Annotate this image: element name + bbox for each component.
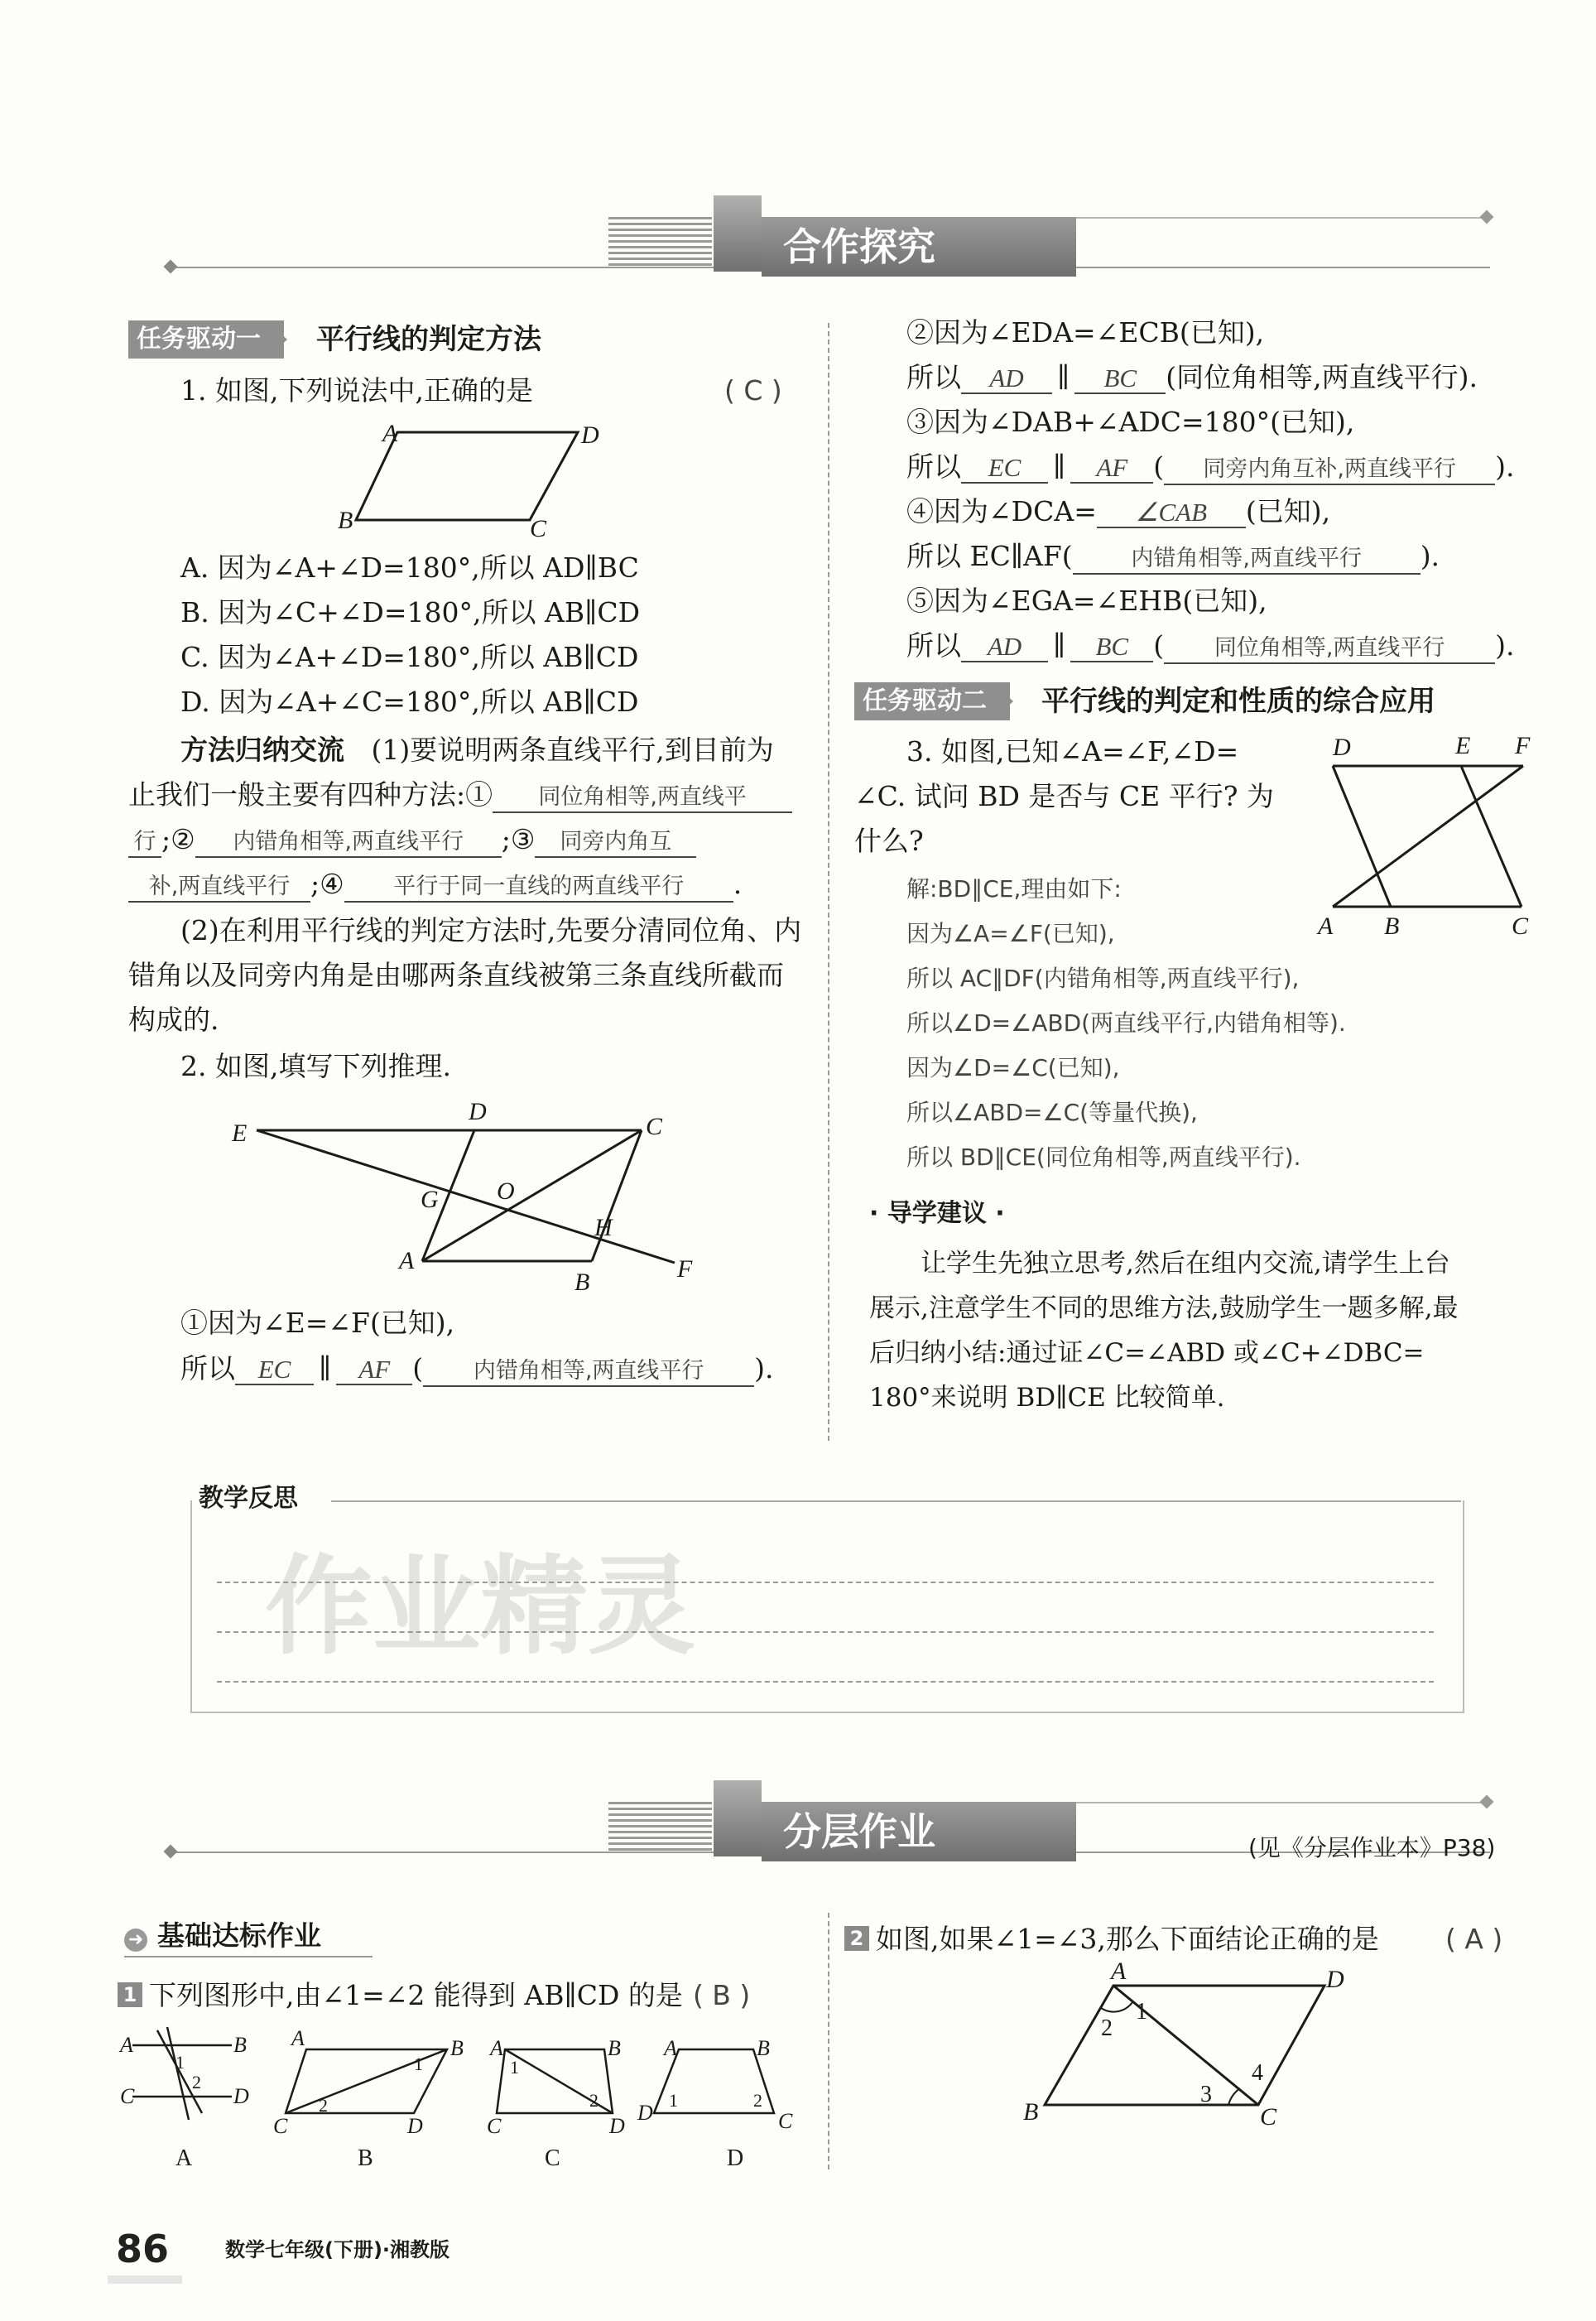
svg-text:1: 1: [175, 2052, 185, 2073]
hw-rule-right: [1043, 1802, 1490, 1803]
svg-text:2: 2: [589, 2090, 598, 2111]
q2-s4-given: [906, 495, 1330, 528]
hw-q1-text: 下列图形中,由∠1=∠2 能得到 AB∥CD 的是: [149, 1979, 683, 2011]
arrow-icon: ➜: [124, 1929, 147, 1952]
q3-solution-5: 所以∠ABD=∠C(等量代换),: [906, 1099, 1198, 1126]
section-banner-hezuotanjiu: [762, 217, 1076, 277]
watermark: 作业精灵: [265, 1543, 696, 1669]
blank-method-1-cont: 行: [128, 828, 161, 858]
blank-method-4: 平行于同一直线的两直线平行: [344, 873, 733, 903]
method-title: 方法归纳交流: [180, 734, 344, 766]
svg-text:B: B: [608, 2036, 621, 2060]
parallel-sign: ∥: [1057, 361, 1070, 393]
hw-q2-label-c: C: [1260, 2103, 1277, 2128]
blank-method-3-cont: 补,两直线平行: [128, 873, 310, 903]
hw-q1-fig-b: [273, 2026, 464, 2171]
q3-solution-4: 因为∠D=∠C(已知),: [906, 1054, 1120, 1081]
svg-text:B: B: [450, 2036, 464, 2060]
blank-s5-3: 同位角相等,两直线平行: [1164, 634, 1495, 664]
blank-s1-1: EC: [235, 1356, 314, 1385]
s3-end: ).: [1495, 450, 1515, 483]
hw-big-letter: [714, 1780, 762, 1856]
hw-column-divider: [828, 1913, 829, 2169]
q2-label-f: F: [677, 1255, 693, 1283]
hw-ref: (见《分层作业本》P38): [1248, 1834, 1496, 1861]
q3-stem-l1: 3. 如图,已知∠A=∠F,∠D=: [906, 735, 1239, 768]
page-number-underbar: [108, 2275, 182, 2284]
q2-s1-so: 所以 EC ∥ AF ( 内错角相等,两直线平行 ).: [180, 1352, 774, 1387]
q2-figure: [224, 1093, 712, 1300]
svg-text:A: A: [120, 2033, 133, 2057]
q2-s2-given: ②因为∠EDA=∠ECB(已知),: [906, 316, 1265, 349]
hw-section-underline: [124, 1956, 373, 1957]
blank-s2-1: AD: [961, 364, 1052, 394]
method-line-4: [128, 868, 742, 903]
reflection-title: 教学反思: [199, 1484, 298, 1513]
hw-q2-angle-2: 2: [1101, 2015, 1113, 2041]
q3-line-ec: [1461, 766, 1521, 907]
hw-q2-num: 2: [844, 1926, 869, 1951]
q3-stem-l3: 什么?: [854, 825, 924, 857]
q2-s5-so: 所以 AD ∥ BC ( 同位角相等,两直线平行 ).: [906, 629, 1515, 664]
q1-label-a: A: [382, 420, 398, 447]
parallel-sign: ∥: [1053, 450, 1066, 483]
s5-end: ).: [1495, 629, 1515, 662]
svg-text:C: C: [487, 2114, 502, 2138]
blank-s3-3: 同旁内角互补,两直线平行: [1164, 455, 1495, 485]
svg-text:A: A: [175, 2145, 193, 2171]
method-p1f: .: [733, 868, 743, 900]
so-text: 所以 EC∥AF(: [906, 540, 1073, 572]
q1-option-c: C. 因为∠A+∠D=180°,所以 AB∥CD: [180, 641, 639, 673]
header-big-letter: [714, 195, 762, 272]
page-number: 86: [116, 2227, 170, 2271]
so-text: 所以: [906, 450, 961, 483]
method-p1c: ;②: [161, 823, 195, 855]
banner-title: 合作探究: [783, 224, 935, 269]
q2-label-h: H: [594, 1214, 613, 1241]
svg-text:B: B: [233, 2033, 247, 2057]
q3-solution-6: 所以 BD∥CE(同位角相等,两直线平行).: [906, 1144, 1301, 1171]
q2-line-bc: [592, 1130, 642, 1261]
q1-option-d: D. 因为∠A+∠C=180°,所以 AB∥CD: [180, 686, 639, 718]
blank-s1-2: AF: [336, 1356, 412, 1385]
q3-label-d: D: [1333, 734, 1351, 761]
method-p1e: ;④: [310, 868, 344, 900]
hw-q2-angle-4: 4: [1252, 2060, 1263, 2086]
hw-q2-label-d: D: [1326, 1966, 1344, 1993]
hw-q1-fig-c: [487, 2036, 625, 2171]
hw-q2-figure: [1018, 1962, 1366, 2128]
blank-s1-3: 内错角相等,两直线平行: [423, 1357, 754, 1387]
parallel-sign: ∥: [319, 1352, 332, 1384]
guide-line-2: 后归纳小结:通过证∠C=∠ABD 或∠C+∠DBC=: [869, 1338, 1425, 1368]
svg-text:D: D: [233, 2084, 249, 2108]
q3-label-b: B: [1384, 913, 1400, 940]
svg-text:2: 2: [192, 2072, 201, 2092]
svg-text:D: D: [637, 2101, 653, 2125]
svg-text:B: B: [358, 2145, 373, 2171]
q3-label-e: E: [1455, 732, 1471, 759]
svg-text:2: 2: [319, 2095, 328, 2116]
svg-text:A: A: [291, 2026, 305, 2050]
hw-rule-dot-left: [164, 1845, 178, 1859]
hw-q1-stem: [118, 1979, 750, 2012]
q1-figure: [331, 414, 613, 547]
section-banner-fencengzuoye: [762, 1802, 1076, 1861]
q2-s5-given: ⑤因为∠EGA=∠EHB(已知),: [906, 585, 1267, 617]
q3-stem-l2: ∠C. 试问 BD 是否与 CE 平行? 为: [854, 780, 1274, 812]
svg-text:A: A: [664, 2036, 677, 2060]
q3-label-c: C: [1512, 913, 1529, 940]
so-text: 所以: [180, 1352, 235, 1384]
q2-label-o: O: [497, 1177, 515, 1205]
blank-s5-1: AD: [961, 633, 1048, 662]
task1-tag: 任务驱动一: [128, 320, 284, 359]
q1-answer: ( C ): [724, 374, 782, 407]
hw-stripes: [608, 1802, 712, 1852]
q2-s1-given: ①因为∠E=∠F(已知),: [180, 1307, 455, 1339]
svg-text:A: A: [490, 2036, 503, 2060]
blank-s4-2: 内错角相等,两直线平行: [1073, 545, 1421, 575]
parallel-sign: ∥: [1053, 629, 1066, 662]
q2-s4-so: [906, 540, 1440, 575]
blank-s3-1: EC: [961, 454, 1048, 484]
hw-q2-label-b: B: [1023, 2098, 1039, 2126]
method-line-3: [128, 823, 696, 858]
q1-label-d: D: [581, 421, 599, 449]
hw-rule-dot-right: [1480, 1795, 1494, 1809]
q2-s3-given: ③因为∠DAB+∠ADC=180°(已知),: [906, 406, 1355, 438]
task2-tag: 任务驱动二: [854, 682, 1010, 720]
q1-option-b: B. 因为∠C+∠D=180°,所以 AB∥CD: [180, 596, 641, 628]
s4-end: ).: [1420, 540, 1440, 572]
svg-text:2: 2: [753, 2090, 762, 2111]
hw-banner-title: 分层作业: [783, 1809, 935, 1854]
q2-label-a: A: [399, 1247, 415, 1274]
q2-label-g: G: [421, 1186, 439, 1213]
hw-q1-fig-d: [637, 2036, 793, 2171]
q2-label-e: E: [232, 1120, 248, 1147]
s2-reason: (同位角相等,两直线平行).: [1166, 361, 1478, 393]
guide-title: · 导学建议 ·: [869, 1199, 1005, 1228]
method-p2-l3: 构成的.: [128, 1004, 219, 1036]
blank-method-2: 内错角相等,两直线平行: [195, 828, 502, 858]
method-p2-l1: (2)在利用平行线的判定方法时,先要分清同位角、内: [180, 914, 802, 946]
svg-text:C: C: [273, 2114, 288, 2138]
so-text: 所以: [906, 629, 961, 662]
hw-q2-answer: ( A ): [1445, 1923, 1503, 1955]
svg-text:D: D: [609, 2114, 625, 2138]
task2-title: 平行线的判定和性质的综合应用: [1041, 685, 1435, 718]
guide-line-0: 让学生先独立思考,然后在组内交流,请学生上台: [921, 1249, 1450, 1278]
q2-label-c: C: [646, 1113, 663, 1140]
q2-s3-so: 所以 EC ∥ AF ( 同旁内角互补,两直线平行 ).: [906, 450, 1515, 485]
svg-text:1: 1: [510, 2057, 519, 2078]
hw-section-title: [124, 1919, 321, 1953]
blank-s5-2: BC: [1070, 633, 1153, 662]
q3-figure: [1308, 729, 1548, 944]
header-rule-dot-right: [1480, 210, 1494, 224]
q2-s2-so: [906, 361, 1478, 394]
svg-text:D: D: [727, 2145, 744, 2171]
svg-text:1: 1: [414, 2054, 423, 2074]
s4-given-a: ④因为∠DCA=: [906, 495, 1097, 527]
method-p1d: ;③: [501, 823, 536, 855]
method-p1a: (1)要说明两条直线平行,到目前为: [371, 734, 774, 766]
svg-text:1: 1: [669, 2090, 678, 2111]
q1-label-c: C: [530, 515, 547, 542]
hw-q2-angle-1: 1: [1136, 1999, 1147, 2025]
q2-label-d: D: [469, 1098, 487, 1125]
hw-q1-num: 1: [118, 1982, 142, 2007]
blank-s2-2: BC: [1074, 364, 1166, 394]
book-title: 数学七年级(下册)·湘教版: [225, 2238, 450, 2261]
hw-q2-label-a: A: [1111, 1962, 1127, 1985]
header-rule-dot-left: [164, 260, 178, 274]
blank-method-1: 同位角相等,两直线平: [493, 783, 792, 813]
q3-solution-0: 解:BD∥CE,理由如下:: [906, 875, 1122, 903]
q1-stem: 1. 如图,下列说法中,正确的是: [180, 374, 533, 407]
hw-q1-figures: [116, 2020, 811, 2178]
q2-label-b: B: [574, 1269, 590, 1296]
svg-text:D: D: [407, 2114, 423, 2138]
q3-solution-2: 所以 AC∥DF(内错角相等,两直线平行),: [906, 965, 1300, 992]
column-divider: [828, 323, 829, 1441]
svg-text:B: B: [757, 2036, 770, 2060]
s4-given-b: (已知),: [1245, 495, 1331, 527]
hw-q1-fig-a: [118, 2027, 249, 2171]
q3-solution-3: 所以∠D=∠ABD(两直线平行,内错角相等).: [906, 1009, 1346, 1037]
svg-text:C: C: [545, 2145, 560, 2171]
task1-title: 平行线的判定方法: [316, 323, 541, 356]
blank-s3-2: AF: [1070, 454, 1153, 484]
blank-s4-1: ∠CAB: [1097, 498, 1246, 528]
method-p2-l2: 错角以及同旁内角是由哪两条直线被第三条直线所截而: [128, 959, 784, 991]
guide-line-1: 展示,注意学生不同的思维方法,鼓励学生一题多解,最: [869, 1293, 1459, 1323]
hw-q1-answer: ( B ): [692, 1979, 751, 2011]
header-stripes: [608, 217, 712, 267]
q3-label-f: F: [1515, 732, 1531, 759]
q1-label-b: B: [338, 507, 353, 534]
q3-label-a: A: [1318, 913, 1334, 940]
method-p1b: 止我们一般主要有四种方法:①: [128, 778, 493, 811]
reflection-line-3: [217, 1681, 1434, 1683]
blank-method-3: 同旁内角互: [535, 828, 696, 858]
guide-line-3: 180°来说明 BD∥CE 比较简单.: [869, 1383, 1225, 1413]
q1-option-a: A. 因为∠A+∠D=180°,所以 AD∥BC: [180, 551, 639, 584]
hw-q2-stem: [844, 1923, 1379, 1956]
svg-text:C: C: [778, 2109, 793, 2133]
s1-end: ).: [754, 1352, 774, 1384]
method-line-1: [180, 734, 774, 767]
header-rule-right: [1043, 217, 1490, 219]
q3-solution-1: 因为∠A=∠F(已知),: [906, 920, 1115, 947]
method-line-2: [128, 778, 792, 813]
hw-section-label: 基础达标作业: [157, 1919, 321, 1952]
so-text: 所以: [906, 361, 961, 393]
hw-q2-text: 如图,如果∠1=∠3,那么下面结论正确的是: [876, 1923, 1379, 1955]
hw-q2-angle-3: 3: [1200, 2082, 1212, 2107]
svg-text:C: C: [120, 2084, 135, 2108]
q2-stem: 2. 如图,填写下列推理.: [180, 1050, 451, 1082]
